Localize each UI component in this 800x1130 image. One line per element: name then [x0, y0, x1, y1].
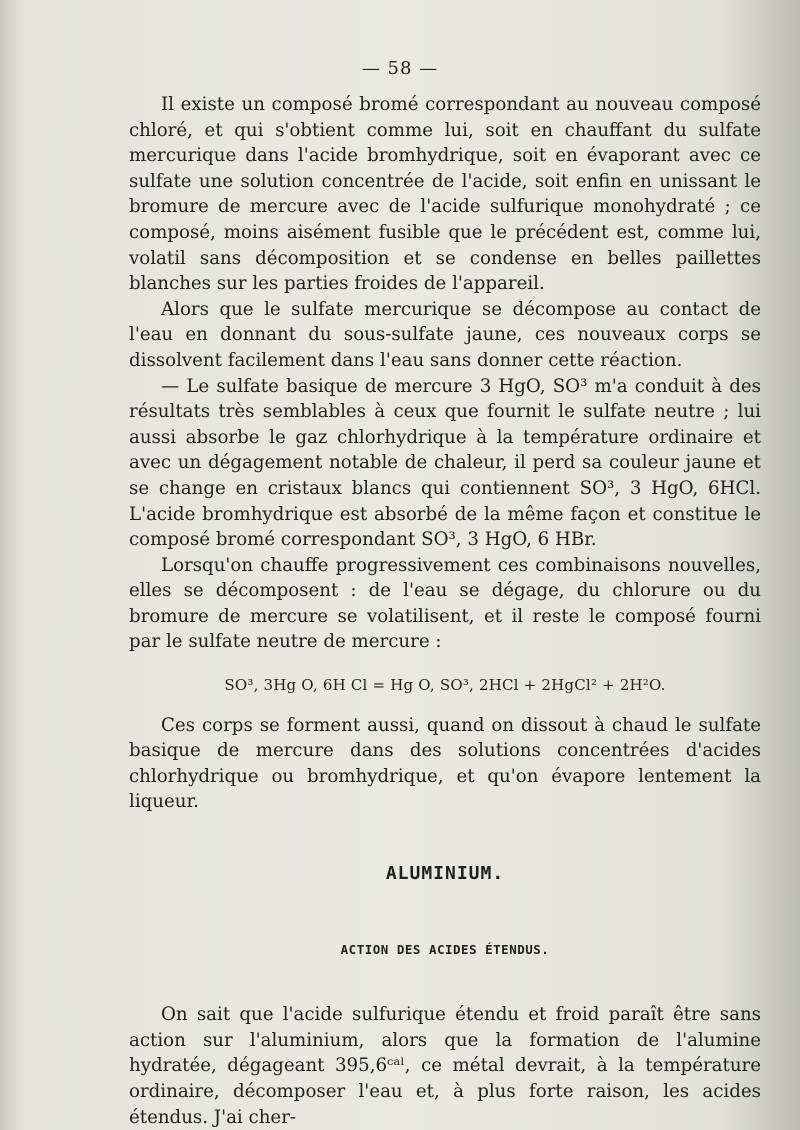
paragraph-2: Alors que le sulfate mercurique se décompose au contact de l'eau en donnant du sous-sulfate jaune, ces nouveaux corps se dissolvent facilement dans l'eau sans donner cette réaction.	[129, 298, 761, 371]
paragraph-1: Il existe un composé bromé correspondant au nouveau composé chloré, et qui s'obtient comme lui, soit en chauffant du sulfate mercurique dans l'acide bromhydrique, soit en évaporant avec ce sulfate une solution concentrée de l'acide, soit enfin en unissant le bromure de mercure avec de l'acide sulfurique monohydraté ; ce composé, moins aisément fusible que le précédent est, comme lui, volatil sans décomposition et se condense en belles paillettes blanches sur les parties froides de l'appareil.	[129, 94, 761, 295]
page-content	[129, 92, 761, 1130]
paragraph-5: Ces corps se forment aussi, quand on dissout à chaud le sulfate basique de mercure dans des solutions concentrées d'acides chlorhydrique ou bromhydrique, et qu'on évapore lentement la liqueur.	[129, 714, 761, 813]
page-number: — 58 —	[361, 58, 439, 79]
section-title: ALUMINIUM.	[385, 863, 505, 885]
chemical-equation: SO³, 3Hg O, 6H Cl = Hg O, SO³, 2HCl + 2HgCl² + 2H²O.	[224, 676, 666, 695]
paragraph-3: — Le sulfate basique de mercure 3 HgO, SO³ m'a conduit à des résultats très semblables à ceux que fournit le sulfate neutre ; lui aussi absorbe le gaz chlorhydrique à la température ordinaire et avec un dégagement notable de chaleur, il perd sa couleur jaune et se change en cristaux blancs qui contiennent SO³, 3 HgO, 6HCl. L'acide bromhydrique est absorbé de la même façon et constitue le composé bromé correspondant SO³, 3 HgO, 6 HBr.	[129, 375, 761, 551]
section-subtitle: ACTION DES ACIDES ÉTENDUS.	[340, 941, 550, 957]
paragraph-4: Lorsqu'on chauffe progressivement ces combinaisons nouvelles, elles se décomposent : de l'eau se dégage, du chlorure ou du bromure de mercure se volatilisent, et il reste le composé fourni par le sulfate neutre de mercure :	[129, 554, 761, 653]
paragraph-6: On sait que l'acide sulfurique étendu et froid paraît être sans action sur l'aluminium, alors que la formation de l'alumine hydratée, dégageant 395,6ᶜᵃˡ, ce métal devrait, à la température ordinaire, décomposer l'eau et, à plus forte raison, les acides étendus. J'ai cher-	[129, 1004, 761, 1128]
